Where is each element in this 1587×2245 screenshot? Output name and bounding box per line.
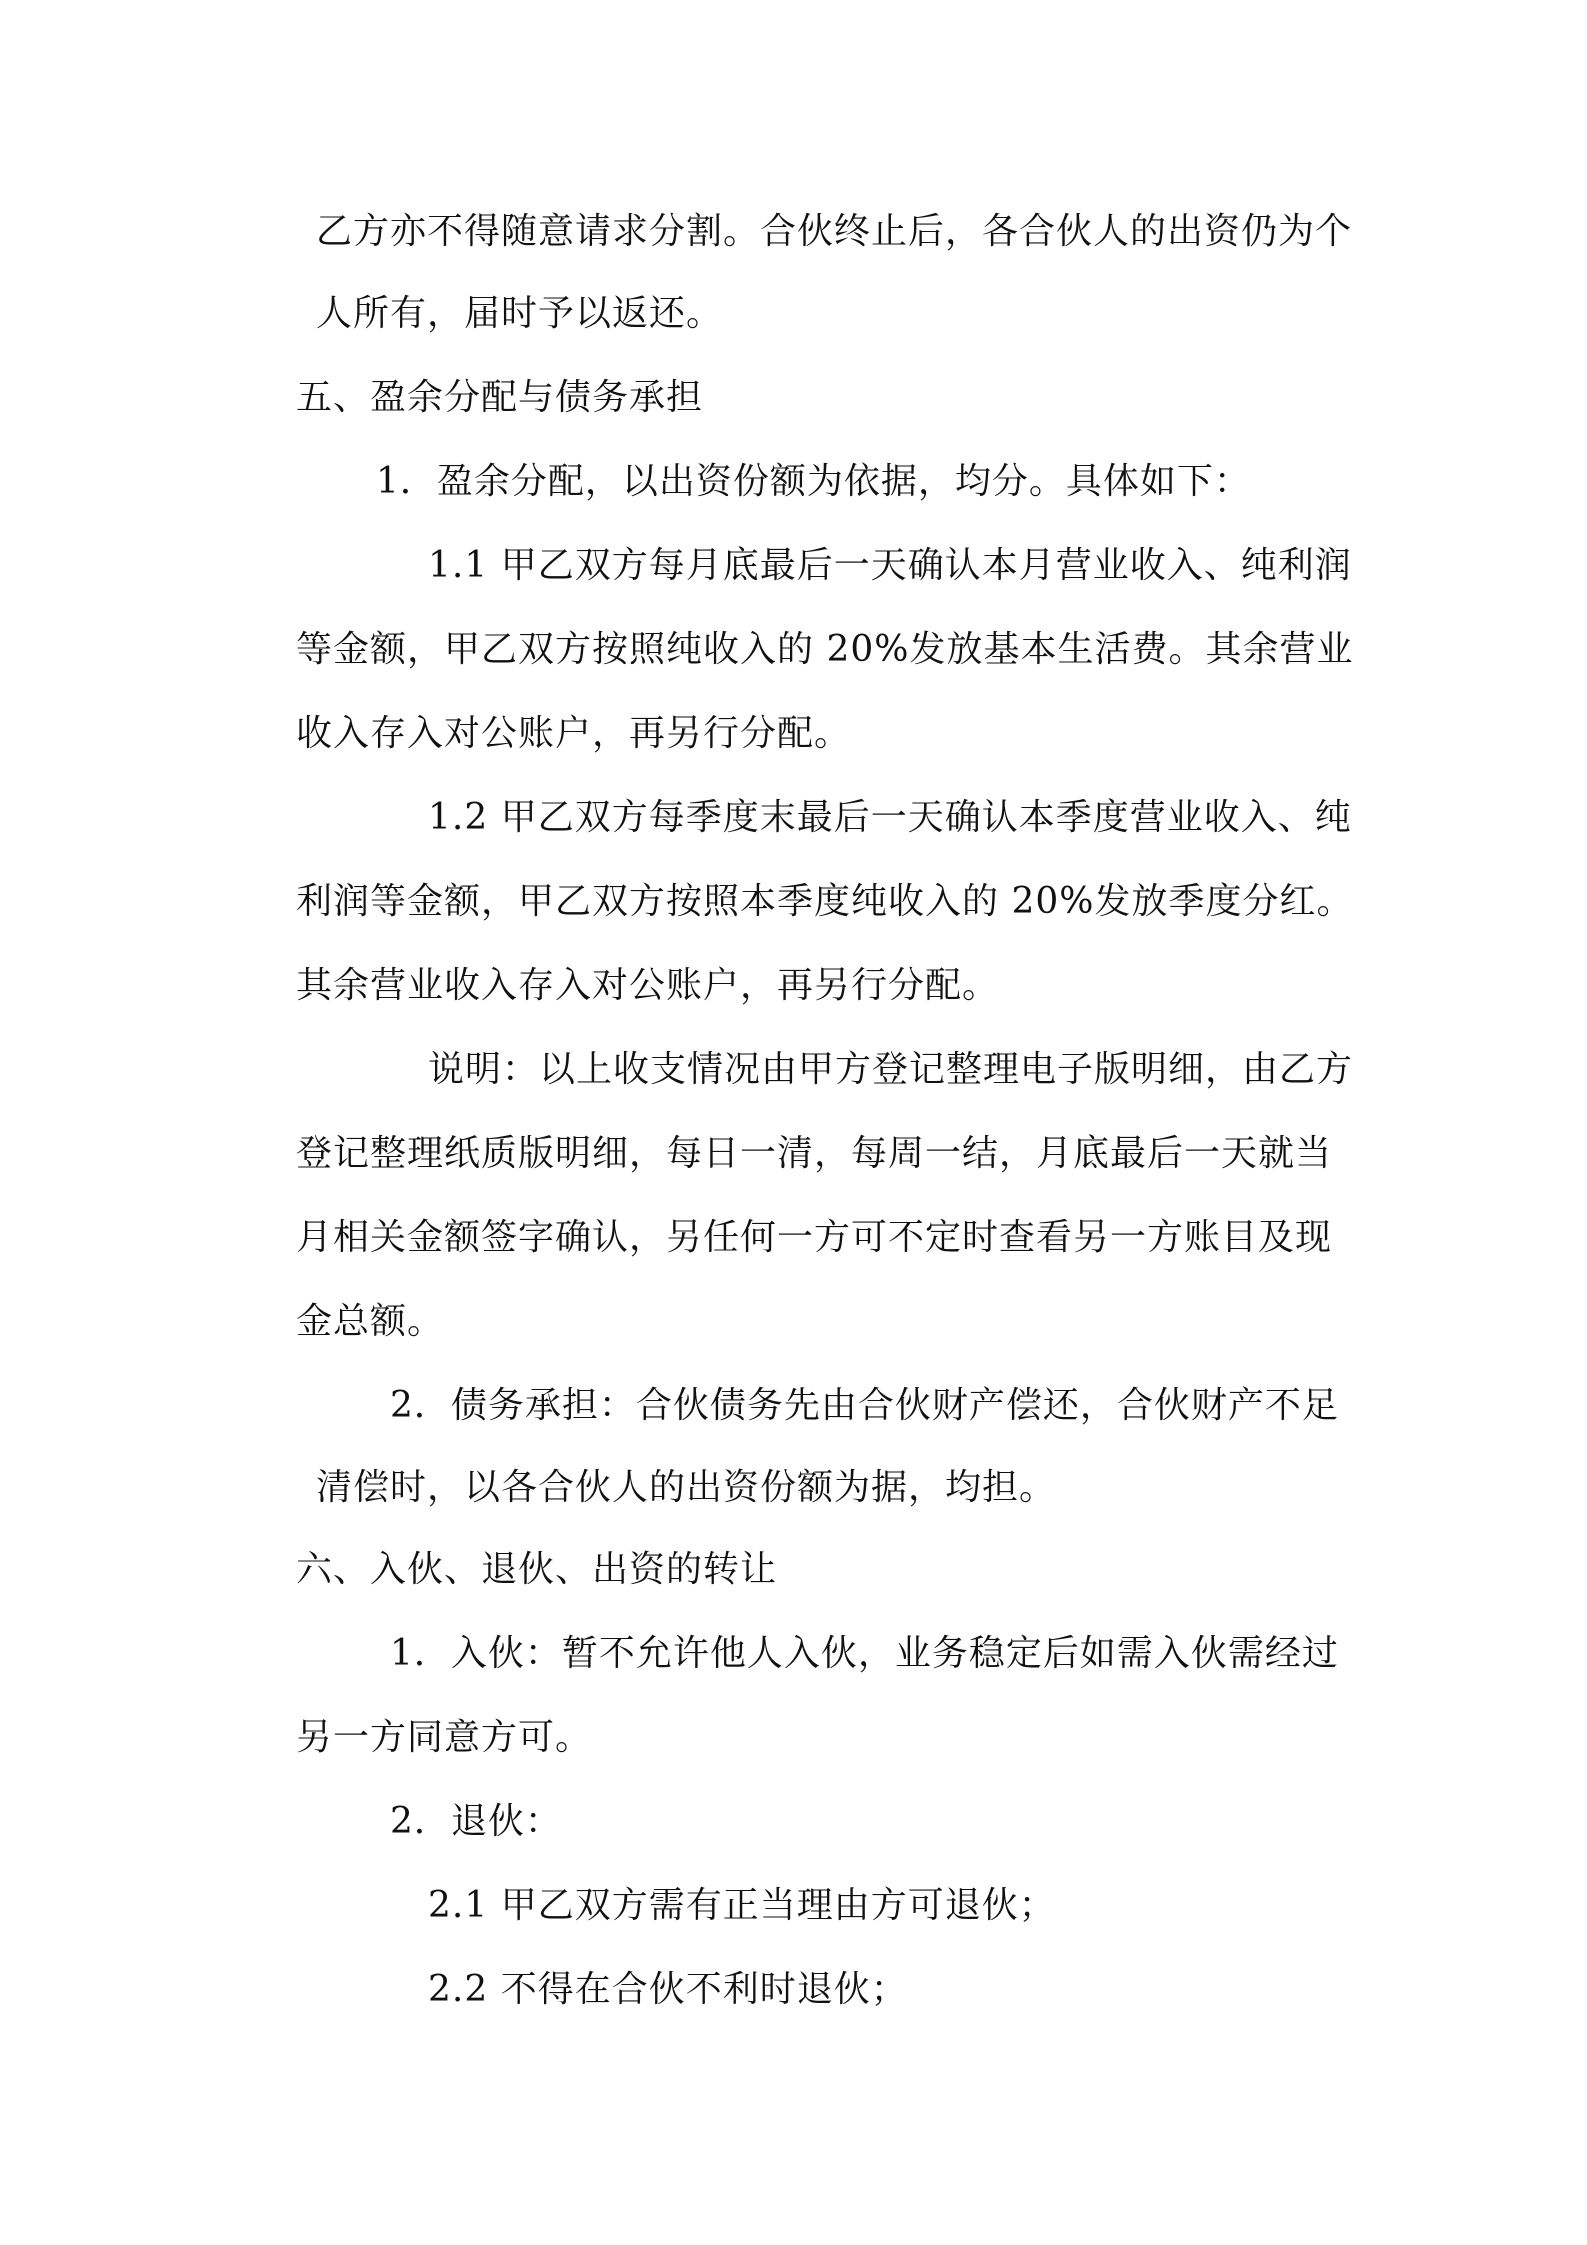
subclause-line: 1.2 甲乙双方每季度末最后一天确认本季度营业收入、纯 [428, 797, 1352, 838]
paragraph-line: 人所有，届时予以返还。 [316, 293, 724, 334]
section-heading: 五、盈余分配与债务承担 [296, 377, 704, 418]
paragraph-line: 收入存入对公账户，再另行分配。 [296, 713, 852, 754]
paragraph-line: 其余营业收入存入对公账户，再另行分配。 [296, 965, 1000, 1006]
clause-line: 1．入伙：暂不允许他人入伙，业务稳定后如需入伙需经过 [390, 1633, 1339, 1674]
paragraph-line: 金总额。 [296, 1301, 445, 1342]
paragraph-line: 登记整理纸质版明细，每日一清，每周一结，月底最后一天就当 [296, 1133, 1333, 1174]
section-heading: 六、入伙、退伙、出资的转让 [296, 1549, 778, 1590]
paragraph-line: 等金额，甲乙双方按照纯收入的 20%发放基本生活费。其余营业 [296, 629, 1354, 670]
paragraph-line: 乙方亦不得随意请求分割。合伙终止后，各合伙人的出资仍为个 [316, 211, 1353, 252]
paragraph-line: 利润等金额，甲乙双方按照本季度纯收入的 20%发放季度分红。 [296, 881, 1354, 922]
clause-line: 2．退伙： [390, 1801, 562, 1842]
clause-line: 1．盈余分配，以出资份额为依据，均分。具体如下： [376, 461, 1251, 502]
paragraph-line: 月相关金额签字确认，另任何一方可不定时查看另一方账目及现 [296, 1217, 1333, 1258]
subclause-line: 1.1 甲乙双方每月底最后一天确认本月营业收入、纯利润 [428, 545, 1352, 586]
subclause-line: 2.2 不得在合伙不利时退伙； [428, 1969, 908, 2010]
paragraph-line: 另一方同意方可。 [296, 1717, 593, 1758]
clause-line: 2．债务承担：合伙债务先由合伙财产偿还，合伙财产不足 [390, 1385, 1339, 1426]
subclause-line: 2.1 甲乙双方需有正当理由方可退伙； [428, 1885, 1056, 1926]
paragraph-line: 清偿时，以各合伙人的出资份额为据，均担。 [316, 1467, 1057, 1508]
note-line: 说明：以上收支情况由甲方登记整理电子版明细，由乙方 [428, 1049, 1354, 1090]
